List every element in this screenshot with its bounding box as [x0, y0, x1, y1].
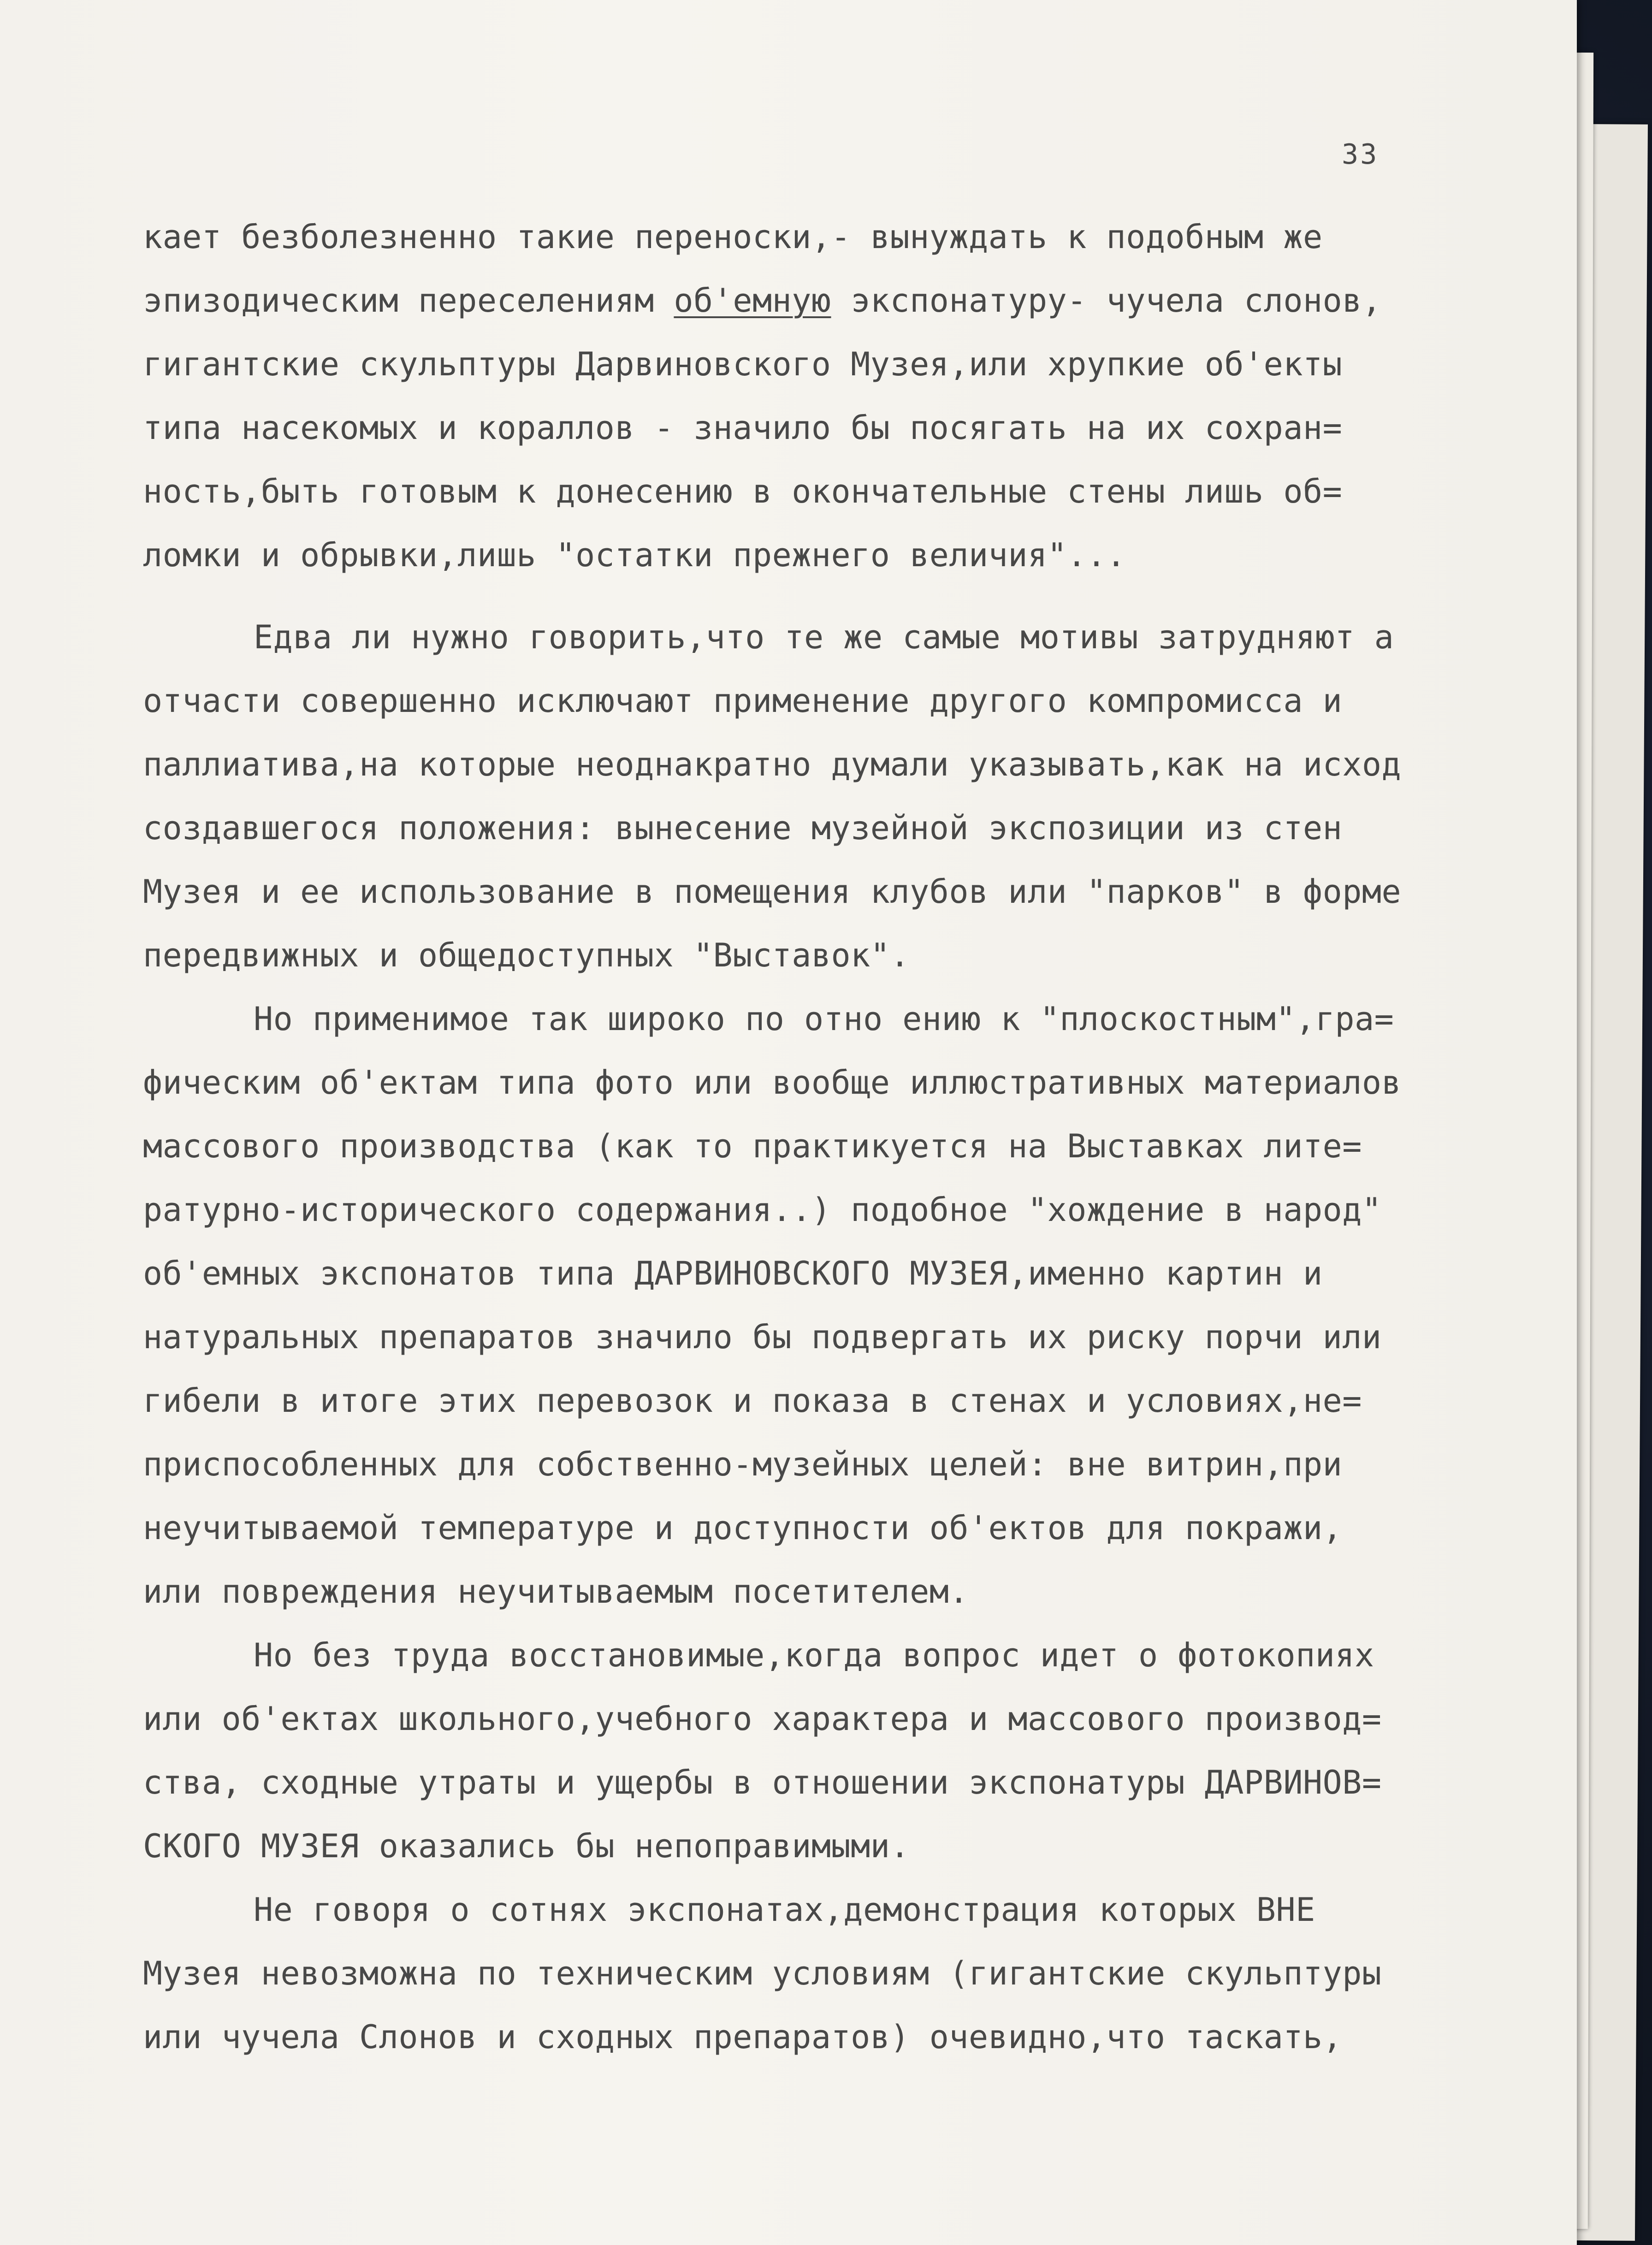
- text-line: паллиатива,на которые неоднакратно думали указывать,как на исход: [143, 746, 1402, 783]
- underlined-word: об'емную: [674, 282, 831, 320]
- text-line: натуральных препаратов значило бы подвергать их риску порчи или: [143, 1318, 1382, 1356]
- text-line: отчасти совершенно исключают применение другого компромисса и: [143, 682, 1343, 720]
- text-line: Музея и ее использование в помещения клубов или "парков" в форме: [143, 873, 1402, 911]
- text-line: гигантские скульптуры Дарвиновского Музея,или хрупкие об'екты: [143, 345, 1343, 383]
- page-body: [143, 205, 1480, 2069]
- text-line: приспособленных для собственно-музейных целей: вне витрин,при: [143, 1445, 1343, 1483]
- text-line: неучитываемой температуре и доступности об'ектов для покражи,: [143, 1509, 1343, 1547]
- text-line: об'емных экспонатов типа ДАРВИНОВСКОГО МУЗЕЯ,именно картин и: [143, 1255, 1323, 1292]
- text-line: массового производства (как то практикуется на Выставках лите=: [143, 1127, 1362, 1165]
- text-line: СКОГО МУЗЕЯ оказались бы непоправимыми.: [143, 1827, 910, 1865]
- text-line: Не говоря о сотнях экспонатах,демонстрация которых ВНЕ: [254, 1891, 1315, 1929]
- text-line: типа насекомых и кораллов - значило бы посягать на их сохран=: [143, 409, 1343, 447]
- text-fragment: эпизодическим переселениям: [143, 282, 674, 320]
- text-line: фическим об'ектам типа фото или вообще иллюстративных материалов: [143, 1064, 1402, 1102]
- text-fragment: экспонатуру- чучела слонов,: [831, 282, 1382, 320]
- page-number: 33: [1342, 138, 1379, 171]
- text-line: или чучела Слонов и сходных препаратов) очевидно,что таскать,: [143, 2018, 1343, 2056]
- text-line: или повреждения неучитываемым посетителем.: [143, 1573, 969, 1611]
- text-line: Но без труда восстановимые,когда вопрос идет о фотокопиях: [254, 1636, 1374, 1674]
- text-line: гибели в итоге этих перевозок и показа в стенах и условиях,не=: [143, 1382, 1362, 1420]
- text-line: создавшегося положения: вынесение музейной экспозиции из стен: [143, 809, 1343, 847]
- text-line: Музея невозможна по техническим условиям (гигантские скульптуры: [143, 1955, 1382, 1992]
- text-line: ратурно-исторического содержания..) подобное "хождение в народ": [143, 1191, 1382, 1229]
- text-line: ломки и обрывки,лишь "остатки прежнего величия"...: [143, 536, 1126, 574]
- text-line: кает безболезненно такие переноски,- вынуждать к подобным же: [143, 218, 1323, 256]
- text-line: Но применимое так широко по отно ению к "плоскостным",гра=: [254, 1000, 1394, 1038]
- text-line: или об'ектах школьного,учебного характера и массового производ=: [143, 1700, 1382, 1738]
- text-line: ность,быть готовым к донесению в окончательные стены лишь об=: [143, 473, 1343, 510]
- text-line: передвижных и общедоступных "Выставок".: [143, 936, 910, 974]
- text-line: ства, сходные утраты и ущербы в отношении экспонатуры ДАРВИНОВ=: [143, 1764, 1382, 1801]
- text-line: Едва ли нужно говорить,что те же самые мотивы затрудняют а: [254, 618, 1394, 656]
- text-line: [143, 269, 1480, 332]
